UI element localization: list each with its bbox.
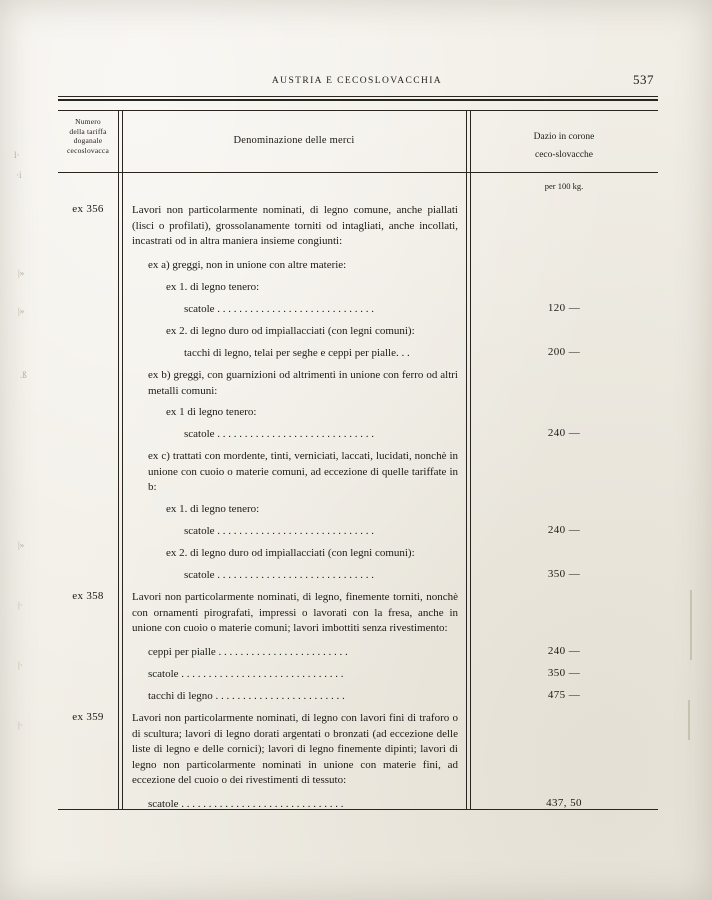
header-rule-thin [58, 96, 658, 97]
column-header-line: Numero [75, 117, 101, 126]
margin-smudge: |» [18, 540, 25, 550]
tariff-table [58, 110, 658, 810]
margin-smudge: ·i [16, 170, 22, 180]
column-header-line: della tariffa [69, 126, 107, 136]
margin-smudge: |· [18, 600, 23, 610]
page-edge-mark [690, 590, 692, 660]
goods-description-cell: ceppi per pialle . . . . . . . . . . . . . . . . . . . . . . . . [148, 646, 348, 658]
duty-cell: 200 — [547, 346, 581, 358]
duty-cell: 350 — [547, 667, 581, 679]
duty-cell: 240 — [547, 427, 581, 439]
goods-description-cell: ex 2. di legno duro od impiallacciati (con legni comuni): [166, 547, 415, 559]
goods-description-cell: scatole . . . . . . . . . . . . . . . . . . . . . . . . . . . . . . [148, 798, 344, 810]
tariff-number-cell: ex 359 [72, 711, 104, 723]
goods-description-cell: ex 2. di legno duro od impiallacciati (con legni comuni): [166, 325, 415, 337]
column-header-line: doganale [73, 136, 103, 145]
table-header-row [58, 111, 658, 173]
duty-cell: 475 — [547, 689, 581, 701]
margin-smudge: |» [18, 268, 25, 278]
column-header-duty-line1: Dazio in corone [533, 132, 595, 142]
page-sheet [52, 62, 662, 852]
margin-smudge: |· [18, 660, 23, 670]
goods-description-cell: ex 1. di legno tenero: [166, 503, 260, 515]
goods-description-cell: tacchi di legno . . . . . . . . . . . . . . . . . . . . . . . . [148, 690, 345, 702]
goods-description-cell: ex c) trattati con mordente, tinti, verniciati, laccati, lucidati, nonchè in unione con cuoio o materie comuni, ad eccezione di quelle tariffate in b: [148, 450, 458, 494]
goods-description-cell: scatole . . . . . . . . . . . . . . . . . . . . . . . . . . . . . . [148, 668, 344, 680]
goods-description-cell: ex 1 di legno tenero: [166, 406, 257, 418]
margin-smudge: l· [14, 150, 20, 160]
goods-description-cell: ex 1. di legno tenero: [166, 281, 260, 293]
table-body [58, 173, 658, 809]
duty-cell: 120 — [547, 302, 581, 314]
goods-description-cell: Lavori non particolarmente nominati, di legno, finemente torniti, nonchè con ornamenti pirografati, impressi o lavorati con la fresa, anche in unione con cuoio o materie comuni; lavori imbottiti senza rivestimento: [132, 591, 458, 635]
goods-description-cell: scatole . . . . . . . . . . . . . . . . . . . . . . . . . . . . . [184, 303, 375, 315]
column-header-duty-line2: ceco-slovacche [534, 150, 594, 160]
goods-description-cell: Lavori non particolarmente nominati, di legno comune, anche piallati (lisci o profilati), grossolanamente torniti od intagliati, anche incollati, incastrati od in altra maniera insieme congiunti: [132, 204, 458, 248]
page-edge-mark [688, 700, 690, 740]
running-head: AUSTRIA E CECOSLOVACCHIA [271, 76, 443, 86]
goods-description-cell: scatole . . . . . . . . . . . . . . . . . . . . . . . . . . . . . [184, 525, 375, 537]
tariff-number-cell: ex 356 [72, 203, 104, 215]
duty-cell: 240 — [547, 645, 581, 657]
duty-cell: 240 — [547, 524, 581, 536]
tariff-number-cell: ex 358 [72, 590, 104, 602]
goods-description-cell: ex b) greggi, con guarnizioni od altrimenti in unione con ferro od altri metalli comuni: [148, 369, 458, 397]
header-rule-thick [58, 99, 658, 101]
duty-cell: 437, 50 [546, 797, 582, 809]
column-header-tariff-number [58, 117, 118, 155]
margin-smudge: |· [18, 720, 23, 730]
column-header-goods-description: Denominazione delle merci [233, 135, 355, 146]
page-number: 537 [633, 72, 654, 87]
margin-smudge: .ß [20, 370, 27, 380]
goods-description-cell: scatole . . . . . . . . . . . . . . . . . . . . . . . . . . . . . [184, 569, 375, 581]
goods-description-cell: scatole . . . . . . . . . . . . . . . . . . . . . . . . . . . . . [184, 428, 375, 440]
column-header-duty [470, 128, 658, 164]
column-header-line: cecoslovacca [67, 145, 109, 155]
goods-description-cell: tacchi di legno, telai per seghe e ceppi per pialle. . . [184, 347, 410, 359]
duty-cell: 350 — [547, 568, 581, 580]
margin-smudge: |» [18, 306, 25, 316]
goods-description-cell: ex a) greggi, non in unione con altre materie: [148, 259, 347, 271]
goods-description-cell: Lavori non particolarmente nominati, di legno con lavori fini di traforo o di scultura; lavori di legno dorati argentati o bronzati (ad eccezione delle liste di legno e delle cornici); lavori di legno finemente dipinti; lavori di legno non particolarmente nominati in unione con materie fini, ad eccezione del cuoio o dei rivestimenti di tessuto: [132, 712, 458, 787]
unit-note: per 100 kg. [544, 181, 584, 191]
